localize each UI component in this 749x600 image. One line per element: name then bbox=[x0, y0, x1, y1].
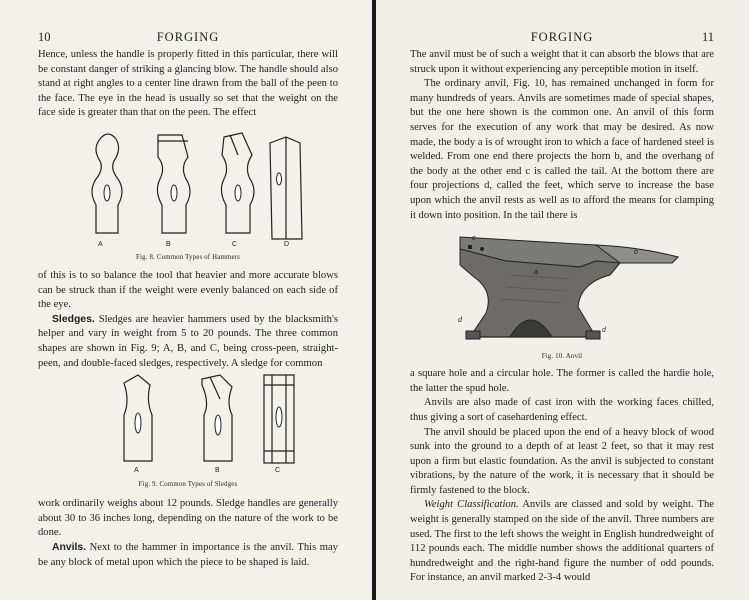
fig8-letter: C bbox=[232, 240, 238, 248]
paragraph-sledges: Sledges. Sledges are heavier hammers used by the blacksmith's helper and vary in weight from 5 to 20 pounds. The three common shapes are shown in Fig. 9; A, B, and C, being cross-peen, straight-peen, and double-faced sledges, respectively. A sledge for common bbox=[38, 313, 338, 369]
paragraph-anvils: Anvils. Next to the hammer in importance is the anvil. This may be any block of metal upon which the piece to be shaped is laid. bbox=[38, 541, 338, 568]
page-number: 10 bbox=[38, 30, 51, 44]
paragraph: of this is to so balance the tool that heavier and more accurate blows can be struck than if the weight were evenly balanced on each side of the eye. bbox=[38, 269, 338, 311]
anvil-label: d bbox=[602, 327, 606, 335]
anvil-label: d bbox=[458, 317, 462, 325]
paragraph: The anvil must be of such a weight that it can absorb the blows that are struck upon it without experiencing any perceptible motion in itself. bbox=[410, 49, 714, 75]
sledges-illustration bbox=[38, 371, 338, 479]
hammer-c-drawing bbox=[221, 133, 254, 233]
figure-caption: Fig. 10. Anvil bbox=[541, 353, 583, 361]
sledge-c-drawing bbox=[264, 375, 294, 463]
left-page bbox=[0, 0, 372, 600]
figure-9-sledges bbox=[38, 371, 338, 497]
sledge-a-drawing bbox=[124, 375, 152, 461]
page-number: 11 bbox=[701, 30, 714, 44]
hammer-d-drawing bbox=[270, 137, 302, 239]
anvil-label: c bbox=[472, 235, 476, 243]
running-title: FORGING bbox=[156, 30, 220, 44]
section-heading: Anvils. bbox=[52, 541, 87, 553]
fig8-letter: D bbox=[284, 240, 290, 248]
fig9-letter: C bbox=[275, 467, 281, 475]
paragraph: Hence, unless the handle is properly fitted in this particular, there will be constant danger of striking a glancing blow. The handle should also stand at right angles to a center line drawn from the ball of the peen to the face. The eye in the head is usually so set that the weight on the face side is greater than that on the peen. The effect bbox=[38, 49, 338, 119]
paragraph: The anvil should be placed upon the end of a heavy block of wood sunk into the ground to a depth of at least 2 feet, so that it may rest upon a firm but elastic foundation. As the anvil is subjected to constant vibrations, by the nature of the work, it is necessary that it should be firmly fastened to the block. bbox=[410, 426, 714, 496]
paragraph: The ordinary anvil, Fig. 10, has remained unchanged in form for many hundreds of years. Anvils are sometimes made of special shapes, but the one here shown is the common one. An anvil of this form serves for the execution of any work that may be desired. As now made, the body a is of wrought iron to which a face of hardened steel is welded. From one end there projects the horn b, and the overhang of the body at the other end c is called the tail. At the bottom there are four projections d, called the feet, which serve to increase the base upon which the anvil rests as well as to afford the means for clamping it down into position. In the tail there is bbox=[410, 78, 714, 221]
hammer-b-drawing bbox=[157, 135, 190, 233]
paragraph-weight: Weight Classification. Anvils are classed and sold by weight. The weight is generally stamped on the side of the anvil. Three numbers are used. The first to the left shows the weight in English hundredweight of 112 pounds each. The middle number shows the additional quarters of hundredweight and the right-hand figure the number of odd pounds. For instance, an anvil marked 2-3-4 would bbox=[410, 499, 714, 584]
hammers-illustration bbox=[38, 121, 338, 251]
paragraph: Anvils are also made of cast iron with the working faces chilled, thus giving a sort of casehardening effect. bbox=[410, 397, 714, 423]
paragraph: work ordinarily weighs about 12 pounds. Sledge handles are generally about 30 to 36 inches long, depending on the nature of the work to be done. bbox=[38, 498, 338, 539]
section-heading: Weight Classification. bbox=[424, 499, 519, 511]
running-head bbox=[38, 30, 338, 48]
figure-caption: Fig. 8. Common Types of Hammers bbox=[136, 253, 240, 261]
anvil-illustration bbox=[410, 227, 714, 349]
figure-10-anvil bbox=[410, 227, 714, 367]
figure-caption: Fig. 9. Common Types of Sledges bbox=[138, 481, 238, 489]
running-head bbox=[410, 30, 714, 48]
running-title: FORGING bbox=[530, 30, 594, 44]
anvil-label: b bbox=[634, 249, 638, 257]
sledge-b-drawing bbox=[202, 375, 232, 461]
fig8-letter: A bbox=[98, 240, 103, 248]
fig8-letter: B bbox=[166, 240, 171, 248]
hammer-a-drawing bbox=[92, 134, 122, 233]
paragraph: a square hole and a circular hole. The former is called the hardie hole, the latter the spud hole. bbox=[410, 368, 714, 394]
fig9-letter: A bbox=[134, 467, 139, 475]
section-heading: Sledges. bbox=[52, 313, 95, 325]
fig9-letter: B bbox=[215, 467, 220, 475]
right-page bbox=[376, 0, 749, 600]
figure-8-hammers bbox=[38, 121, 338, 269]
anvil-label: a bbox=[534, 269, 538, 277]
